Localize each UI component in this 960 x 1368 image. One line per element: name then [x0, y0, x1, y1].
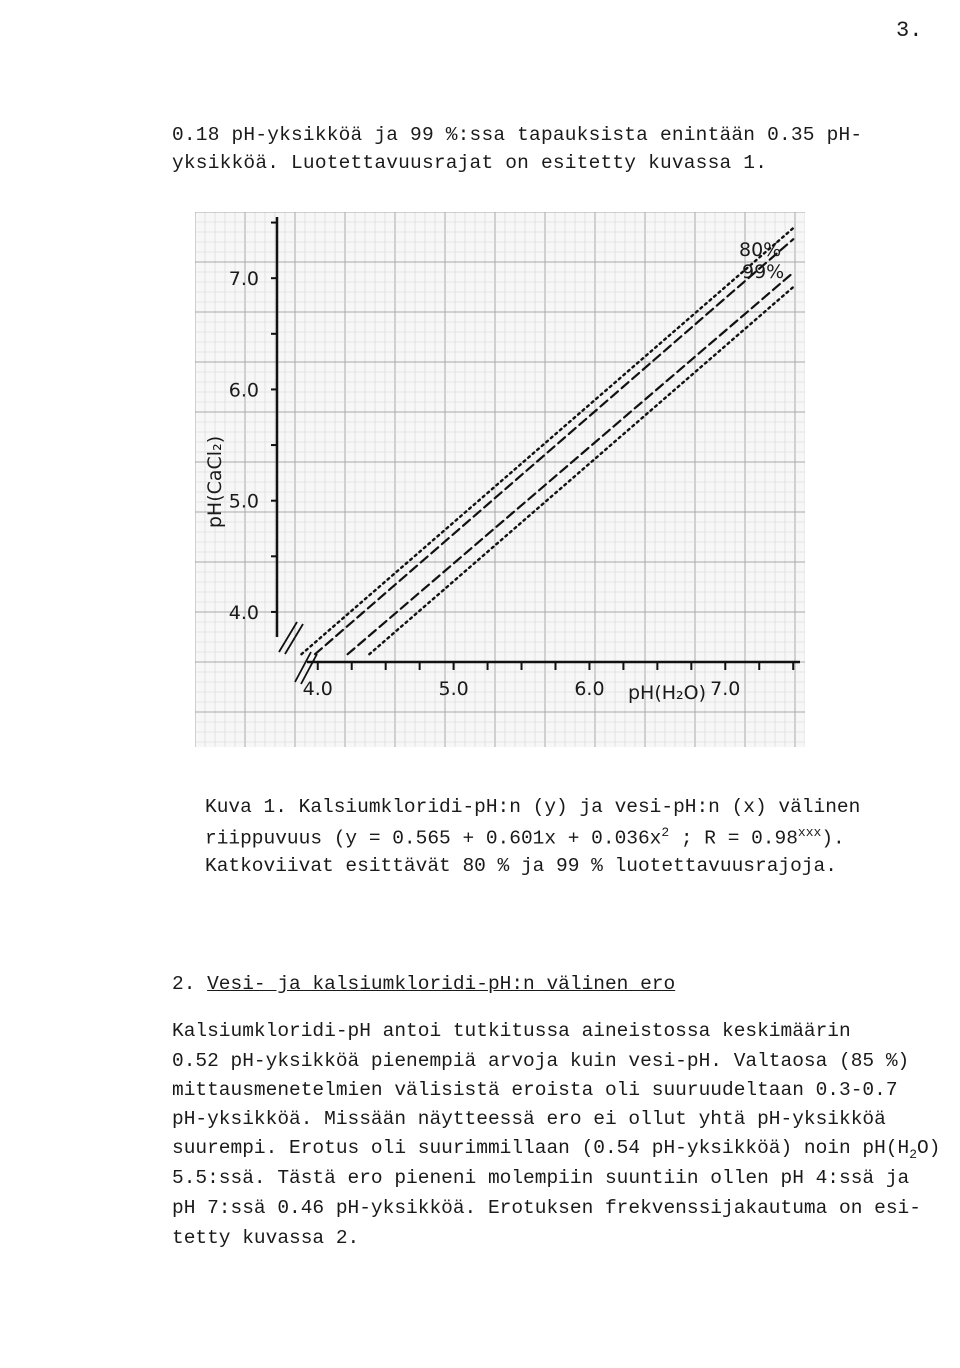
body-line-6: 5.5:ssä. Tästä ero pieneni molempiin suuntiin ollen pH 4:ssä ja — [172, 1167, 910, 1189]
caption-line-2-text: riippuvuus (y = 0.565 + 0.601x + 0.036x — [205, 827, 662, 850]
body-line-5-subscript: 2 — [909, 1146, 918, 1162]
body-line-5-tail: O) — [917, 1137, 941, 1159]
page-number: 3. — [896, 18, 923, 43]
caption-superscript: 2 — [661, 825, 670, 840]
body-line-7: pH 7:ssä 0.46 pH-yksikköä. Erotuksen frekvenssijakautuma on esi- — [172, 1197, 921, 1219]
y-tick-label: 5.0 — [228, 490, 259, 513]
body-line-2: 0.52 pH-yksikköä pienempiä arvoja kuin vesi-pH. Valtaosa (85 %) — [172, 1050, 910, 1072]
section-title: Vesi- ja kalsiumkloridi-pH:n välinen ero — [207, 973, 676, 995]
caption-line-3: Katkoviivat esittävät 80 % ja 99 % luotettavuusrajoja. — [205, 855, 837, 877]
x-tick-label: 7.0 — [710, 678, 741, 700]
body-line-8: tetty kuvassa 2. — [172, 1227, 360, 1249]
series-label-80: 80% — [739, 239, 782, 261]
body-line-1: Kalsiumkloridi-pH antoi tutkitussa aineistossa keskimäärin — [172, 1020, 851, 1042]
section-heading — [172, 973, 675, 995]
x-tick-label: 4.0 — [302, 678, 333, 700]
body-line-3: mittausmenetelmien välisistä eroista oli suuruudeltaan 0.3-0.7 — [172, 1079, 898, 1101]
y-tick-label: 7.0 — [228, 268, 259, 291]
y-tick-label: 6.0 — [228, 379, 259, 402]
caption-superscript-2: xxx — [797, 825, 822, 840]
section-number: 2. — [172, 973, 196, 995]
caption-line-1: Kuva 1. Kalsiumkloridi-pH:n (y) ja vesi-pH:n (x) välinen — [205, 796, 861, 818]
y-axis-label: pH(CaCl₂) — [204, 435, 226, 529]
caption-line-2-end: ). — [821, 827, 845, 850]
y-tick-label: 4.0 — [228, 601, 259, 624]
body-line-4: pH-yksikköä. Missään näytteessä ero ei ollut yhtä pH-yksikköä — [172, 1108, 886, 1130]
body-line-5 — [172, 1137, 940, 1162]
x-axis-label: pH(H₂O) — [627, 682, 707, 704]
body-line-5-text: suurempi. Erotus oli suurimmillaan (0.54 pH-yksikköä) noin pH(H — [172, 1137, 910, 1159]
caption-line-2-tail: ; R = 0.98 — [669, 827, 798, 850]
intro-line-2: yksikköä. Luotettavuusrajat on esitetty kuvassa 1. — [172, 152, 768, 174]
series-label-99: 99% — [742, 261, 785, 283]
x-tick-label: 5.0 — [438, 678, 469, 700]
caption-line-2 — [205, 825, 845, 850]
x-tick-label: 6.0 — [574, 678, 605, 700]
intro-line-1: 0.18 pH-yksikköä ja 99 %:ssa tapauksista enintään 0.35 pH- — [172, 124, 863, 146]
scatter-chart — [195, 212, 805, 747]
